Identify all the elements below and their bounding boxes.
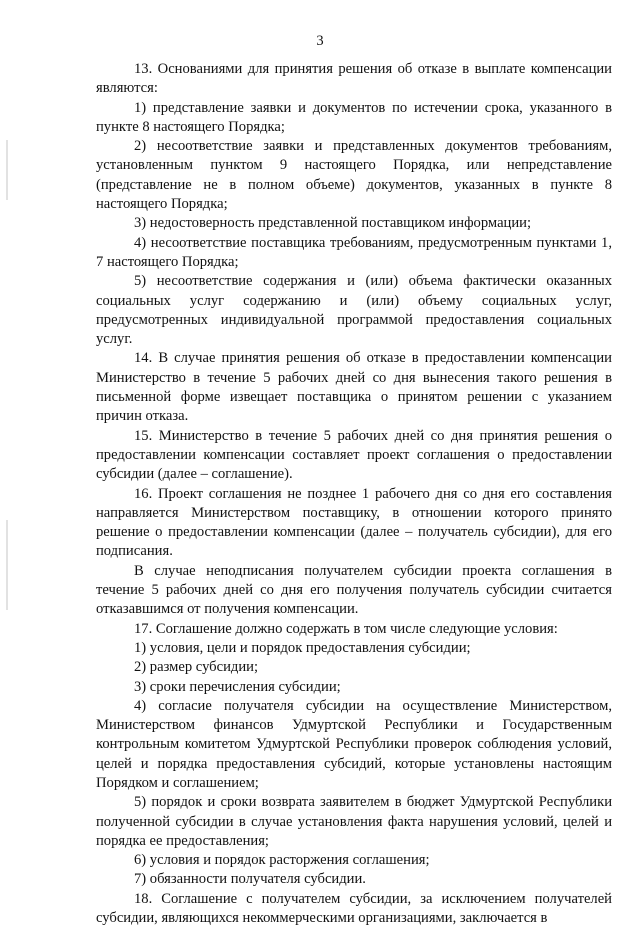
list-item-17-6: 6) условия и порядок расторжения соглашения; bbox=[134, 852, 430, 869]
paragraph-16-continued: В случае неподписания получателем субсидии проекта соглашения в течение 5 рабочих дней со дня его получения получатель субсидии считается отказавшимся от получения компенсации. bbox=[96, 562, 612, 618]
list-item-13-4: 4) несоответствие поставщика требованиям, предусмотренным пунктами 1, 7 настоящего Порядка; bbox=[96, 234, 612, 270]
paragraph-13: 13. Основаниями для принятия решения об отказе в выплате компенсации являются: bbox=[96, 61, 612, 97]
paragraph-15: 15. Министерство в течение 5 рабочих дней со дня принятия решения о предоставлении компенсации составляет проект соглашения о предоставлении субсидии (далее – соглашение). bbox=[96, 427, 612, 483]
list-item-17-7: 7) обязанности получателя субсидии. bbox=[134, 871, 366, 888]
scan-margin-shadow bbox=[6, 140, 8, 200]
list-item-13-1: 1) представление заявки и документов по истечении срока, указанного в пункте 8 настоящего Порядка; bbox=[96, 99, 612, 135]
paragraph-18: 18. Соглашение с получателем субсидии, за исключением получателей субсидии, являющихся некоммерческими организациями, заключается в bbox=[96, 890, 612, 927]
list-item-13-2: 2) несоответствие заявки и представленных документов требованиям, установленным пунктом 9 настоящего Порядка, или непредставление (представление не в полном объеме) документов, указанных в пункте 8 настоящего Порядка; bbox=[96, 138, 612, 213]
list-item-17-1: 1) условия, цели и порядок предоставления субсидии; bbox=[134, 639, 471, 656]
scan-margin-shadow bbox=[6, 520, 8, 610]
document-body bbox=[96, 60, 612, 928]
list-item-17-2: 2) размер субсидии; bbox=[134, 659, 258, 676]
paragraph-16: 16. Проект соглашения не позднее 1 рабочего дня со дня его составления направляется Министерством поставщику, в отношении которого принято решение о предоставлении компенсации (далее – получатель субсидии), для его подписания. bbox=[96, 485, 612, 560]
list-item-17-4: 4) согласие получателя субсидии на осуществление Министерством, Министерством финансов Удмуртской Республики и Государственным контрольным комитетом Удмуртской Республики проверок соблюдения условий, целей и порядка предоставления субсидий, которые установлены настоящим Порядком и соглашением; bbox=[96, 697, 612, 791]
list-item-13-5: 5) несоответствие содержания и (или) объема фактически оказанных социальных услуг содержанию и (или) объему социальных услуг, предусмотренных индивидуальной программой предоставления социальных услуг. bbox=[96, 273, 612, 348]
list-item-13-3: 3) недостоверность представленной поставщиком информации; bbox=[134, 215, 532, 232]
list-item-17-3: 3) сроки перечисления субсидии; bbox=[134, 678, 341, 695]
list-item-17-5: 5) порядок и сроки возврата заявителем в бюджет Удмуртской Республики полученной субсидии в случае установления факта нарушения условий, целей и порядка ее предоставления; bbox=[96, 794, 612, 849]
page-number: 3 bbox=[316, 33, 324, 49]
paragraph-17: 17. Соглашение должно содержать в том числе следующие условия: bbox=[134, 620, 558, 637]
paragraph-14: 14. В случае принятия решения об отказе в предоставлении компенсации Министерство в течение 5 рабочих дней со дня вынесения такого решения в письменной форме извещает поставщика о принятом решении с указанием причин отказа. bbox=[96, 350, 612, 425]
